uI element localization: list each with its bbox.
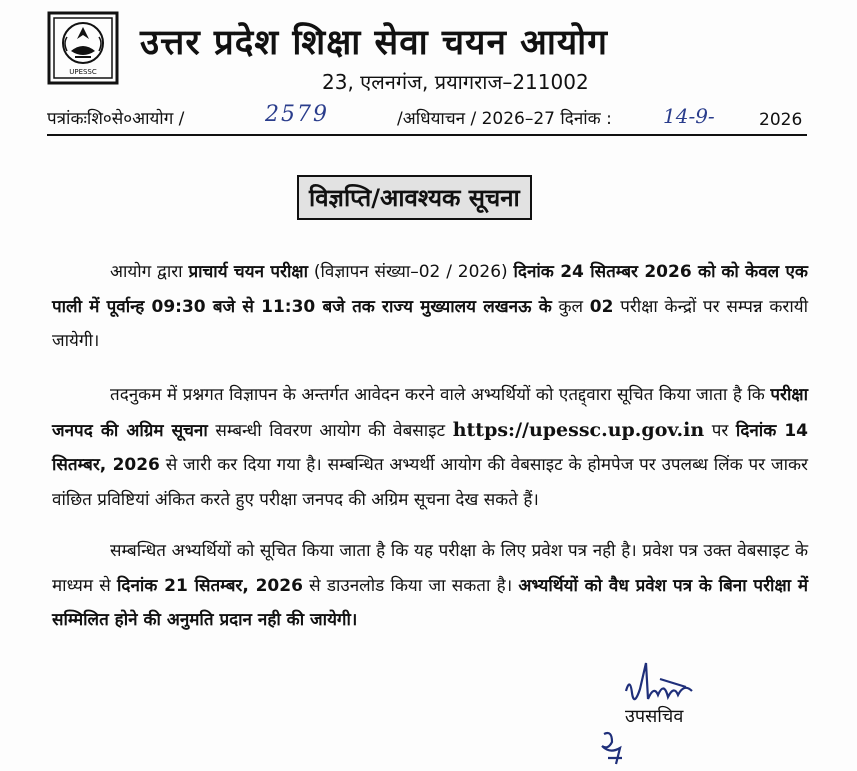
- reference-line: [47, 104, 807, 134]
- handwritten-date: 14-9-: [663, 104, 715, 128]
- notice-title: विज्ञप्ति/आवश्यक सूचना: [297, 175, 532, 220]
- organization-name: उत्तर प्रदेश शिक्षा सेवा चयन आयोग: [140, 23, 608, 63]
- reference-number: 2579: [265, 102, 329, 127]
- handwritten-initials: [598, 728, 628, 768]
- upessc-emblem-logo: [47, 11, 119, 85]
- website-link[interactable]: https://upessc.up.gov.in: [452, 418, 705, 441]
- svg-text:UPESSC: UPESSC: [69, 68, 97, 76]
- reference-year: 2026: [759, 110, 803, 130]
- paragraph-district-info: तदनुकम में प्रश्नगत विज्ञापन के अन्तर्गत आवेदन करने वाले अभ्यर्थियों को एतद्द्वारा सूचित किया जाता है कि परीक्षा जनपद की अग्रिम सूचना सम्बन्धी विवरण आयोग की वेबसाइट https://upessc.up.gov.in पर दिनांक 14 सितम्बर, 2026 से जारी कर दिया गया है। सम्बन्धित अभ्यर्थी आयोग की वेबसाइट के होमपेज पर उपलब्ध लिंक पर जाकर वांछित प्रविष्टियां अंकित करते हुए परीक्षा जनपद की अग्रिम सूचना देख सकते हैं।: [52, 385, 808, 510]
- designation-label: उपसचिव: [625, 706, 684, 727]
- paragraph-admit-card: सम्बन्धित अभ्यर्थियों को सूचित किया जाता है कि यह परीक्षा के लिए प्रवेश पत्र नही है। प्रवेश पत्र उक्त वेबसाइट के माध्यम से दिनांक 21 सितम्बर, 2026 से डाउनलोड किया जा सकता है। अभ्यर्थियों को वैध प्रवेश पत्र के बिना परीक्षा में सम्मिलित होने की अनुमति प्रदान नही की जायेगी।: [52, 541, 808, 630]
- paragraph-exam-schedule: आयोग द्वारा प्राचार्य चयन परीक्षा (विज्ञापन संख्या–02 / 2026) दिनांक 24 सितम्बर 2026 को को केवल एक पाली में पूर्वान्ह 09:30 बजे से 11:30 बजे तक राज्य मुख्यालय लखनऊ के कुल 02 परीक्षा केन्द्रों पर सम्पन्न करायी जायेगी।: [52, 262, 808, 351]
- header-divider: [47, 134, 807, 136]
- reference-middle: /अधियाचन / 2026–27 दिनांक :: [397, 109, 612, 129]
- reference-prefix: पत्रांकःशि०से०आयोग /: [47, 109, 185, 129]
- organization-address: 23, एलनगंज, प्रयागराज–211002: [322, 70, 589, 94]
